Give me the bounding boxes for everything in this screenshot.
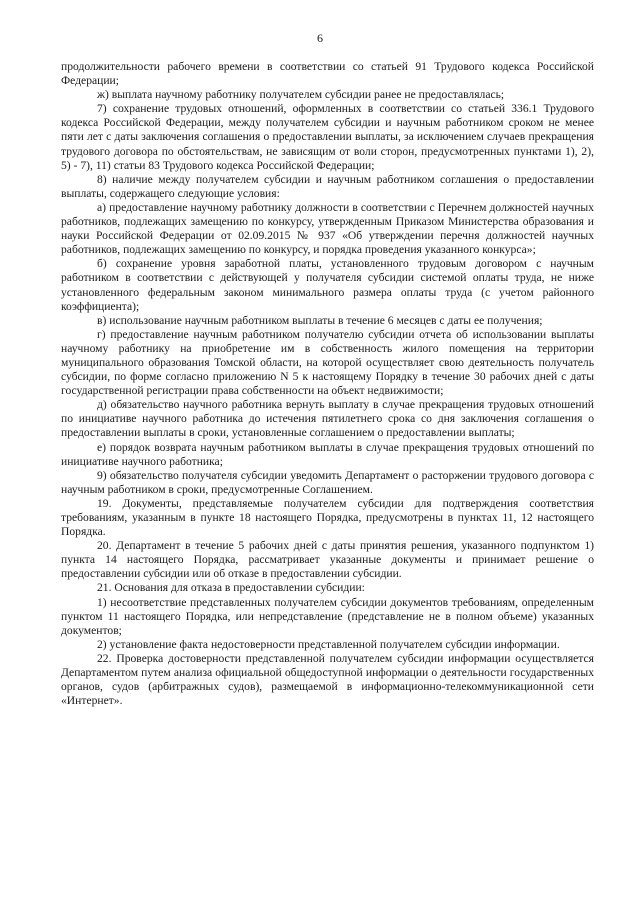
paragraph: продолжительности рабочего времени в соответствии со статьей 91 Трудового кодекса Российской Федерации; bbox=[61, 60, 594, 88]
paragraph: а) предоставление научному работнику должности в соответствии с Перечнем должностей научных работников, подлежащих замещению по конкурсу, утвержденным Приказом Министерства образования и науки Российской Федерации от 02.09.2015 № 937 «Об утверждении перечня должностей научных работников, подлежащих замещению по конкурсу, и порядка проведения указанного конкурса»; bbox=[61, 200, 594, 257]
paragraph: б) сохранение уровня заработной платы, установленного трудовым договором с научным работником в соответствии с действующей у получателя субсидии системой оплаты труда, не ниже установленного федеральным законом минимального размера оплаты труда (с учетом районного коэффициента); bbox=[61, 257, 594, 313]
page-number: 6 bbox=[317, 31, 323, 45]
paragraph: 8) наличие между получателем субсидии и научным работником соглашения о предоставлении выплаты, содержащего следующие условия: bbox=[61, 172, 594, 200]
paragraph: 1) несоответствие представленных получателем субсидии документов требованиям, определенным пунктом 11 настоящего Порядка, или непредставление (представление не в полном объеме) указанных документов; bbox=[61, 595, 594, 637]
paragraph: 2) установление факта недостоверности представленной получателем субсидии информации. bbox=[97, 637, 560, 651]
paragraph: 9) обязательство получателя субсидии уведомить Департамент о расторжении трудового договора с научным работником в сроки, предусмотренные Соглашением. bbox=[61, 468, 594, 496]
paragraph: ж) выплата научному работнику получателем субсидии ранее не предоставлялась; bbox=[97, 88, 505, 102]
paragraph: 7) сохранение трудовых отношений, оформленных в соответствии со статьей 336.1 Трудового кодекса Российской Федерации, между получателем субсидии и научным работником сроком не менее пяти лет с даты заключения соглашения о предоставлении выплаты, за исключением случаев прекращения трудового договора по обстоятельствам, не зависящим от воли сторон, предусмотренных пунктами 1), 2), 5) - 7), 11) статьи 83 Трудового кодекса Российской Федерации; bbox=[61, 102, 594, 172]
paragraph: 22. Проверка достоверности представленной получателем субсидии информации осуществляется Департаментом путем анализа официальной общедоступной информации о деятельности государственных органов, судов (арбитражных судов), размещаемой в информационно-телекоммуникационной сети «Интернет». bbox=[61, 651, 594, 708]
paragraph: д) обязательство научного работника вернуть выплату в случае прекращения трудовых отношений по инициативе научного работника до истечения пятилетнего срока со дня заключения соглашения о предоставлении выплаты в сроки, установленные соглашением о предоставлении выплаты; bbox=[61, 398, 594, 440]
paragraph: г) предоставление научным работником получателю субсидии отчета об использовании выплаты научному работнику на приобретение им в собственность жилого помещения на территории муниципального образования Томской области, на которой осуществляет свою деятельность получатель субсидии, по форме согласно приложению N 5 к настоящему Порядку в течение 30 рабочих дней с даты государственной регистрации права собственности на объект недвижимости; bbox=[61, 327, 594, 398]
document-body bbox=[61, 60, 594, 708]
paragraph: е) порядок возврата научным работником выплаты в случае прекращения трудовых отношений по инициативе научного работника; bbox=[61, 440, 594, 468]
paragraph: 20. Департамент в течение 5 рабочих дней с даты принятия решения, указанного подпунктом 1) пункта 14 настоящего Порядка, рассматривает указанные документы и принимает решение о предоставлении субсидии или об отказе в предоставлении субсидии. bbox=[61, 539, 594, 581]
paragraph: 21. Основания для отказа в предоставлении субсидии: bbox=[97, 581, 365, 595]
paragraph: 19. Документы, представляемые получателем субсидии для подтверждения соответствия требованиям, указанным в пункте 18 настоящего Порядка, предусмотрены в пунктах 11, 12 настоящего Порядка. bbox=[61, 496, 594, 539]
paragraph: в) использование научным работником выплаты в течение 6 месяцев с даты ее получения; bbox=[97, 313, 543, 327]
